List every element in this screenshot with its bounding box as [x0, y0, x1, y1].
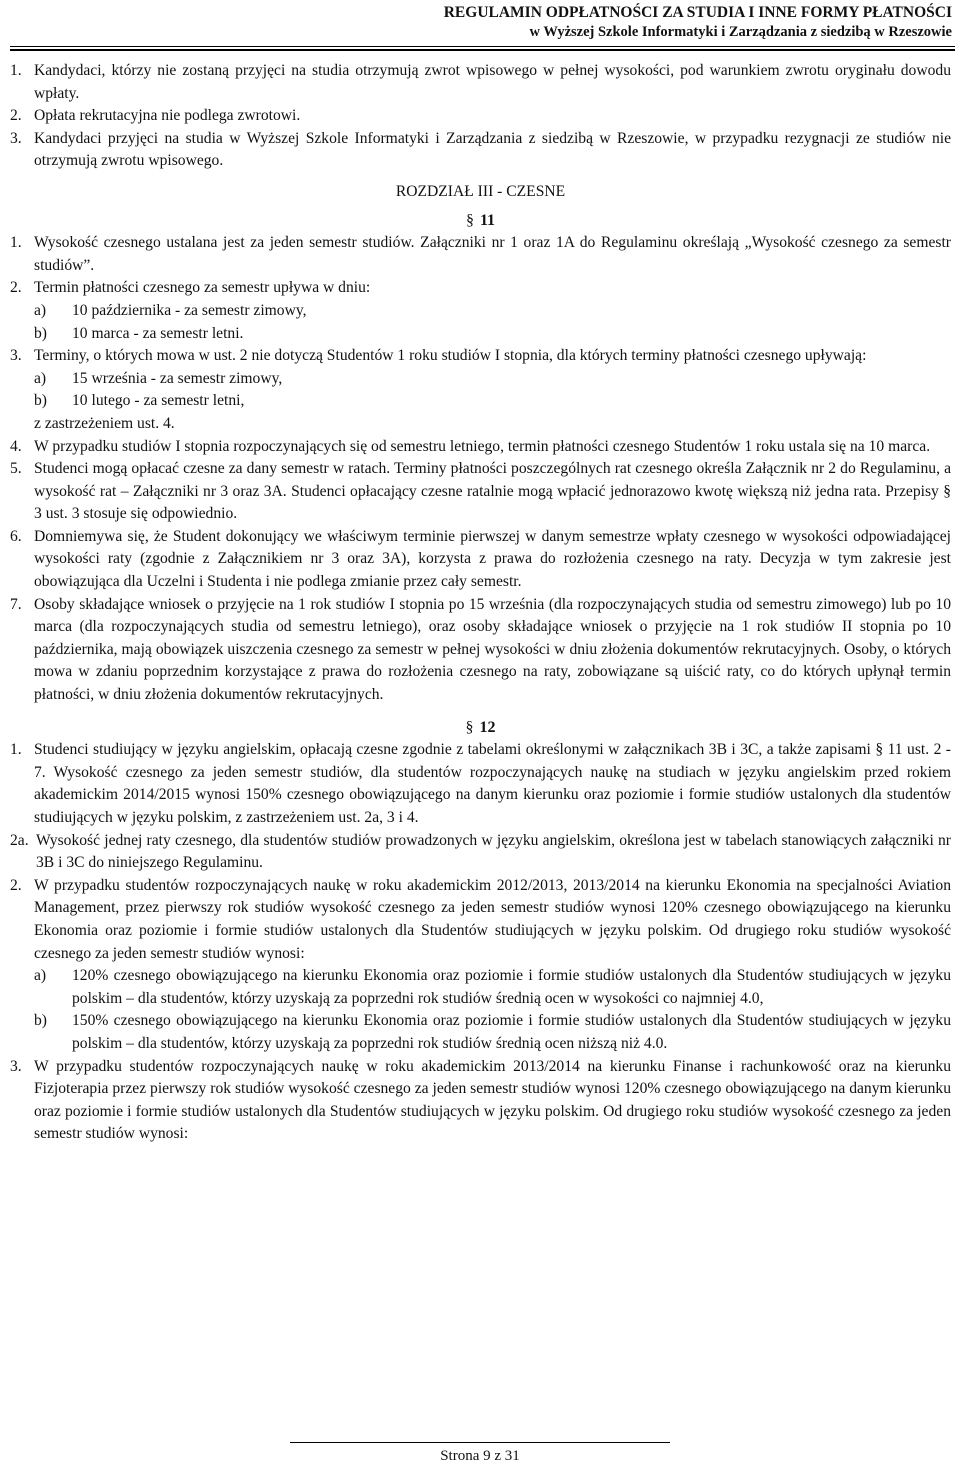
paragraph-number: 12	[479, 718, 496, 736]
item-note: z zastrzeżeniem ust. 4.	[34, 414, 175, 432]
item-text	[34, 60, 951, 105]
item-number: 2.	[10, 279, 22, 297]
list-item	[10, 1056, 951, 1146]
sub-item-text: 120% czesnego obowiązującego na kierunku Ekonomia oraz poziomie i formie studiów ustalonych dla Studentów studiujących w języku polskim – dla studentów, którzy uzyskają za poprzedni rok studiów średnią ocen w wysokości co najmniej 4.0,	[72, 967, 951, 1007]
sub-item-text: 15 września - za semestr zimowy,	[72, 369, 283, 387]
footer-rule	[290, 1442, 670, 1443]
list-item	[10, 458, 951, 526]
header-rule-thin	[10, 46, 955, 47]
chapter-title: ROZDZIAŁ III - CZESNE	[395, 182, 566, 200]
item-number: 1.	[10, 741, 22, 759]
item-text	[34, 1056, 951, 1146]
list-item	[10, 739, 951, 829]
sub-item	[34, 300, 951, 323]
list-item	[10, 277, 951, 345]
item-number: 3.	[10, 1057, 22, 1075]
paragraph-12-list	[10, 739, 951, 1146]
item-text	[34, 594, 951, 707]
item-paragraph: W przypadku studiów I stopnia rozpoczynających się od semestru letniego, termin płatności czesnego Studentów 1 roku ustala się na 10 marca.	[34, 437, 931, 455]
section-symbol: §	[465, 211, 474, 229]
paragraph-11-heading	[10, 210, 951, 233]
list-item	[10, 526, 951, 594]
list-item	[10, 345, 951, 435]
item-text	[34, 345, 951, 435]
sub-item-label: b)	[34, 1012, 47, 1030]
item-paragraph: W przypadku studentów rozpoczynających naukę w roku akademickim 2013/2014 na kierunku Finanse i rachunkowość oraz na kierunku Fizjoterapia przez pierwszy rok studiów wysokość czesnego za jeden semestr studiów wynosi 120% czesnego obowiązującego na danym kierunku oraz poziomie i formie studiów ustalonych dla Studentów studiujących w języku polskim. Od drugiego roku studiów wysokość czesnego za jeden semestr studiów wynosi:	[34, 1057, 951, 1143]
item-number: 4.	[10, 437, 22, 455]
item-paragraph: Studenci mogą opłacać czesne za dany semestr w ratach. Terminy płatności poszczególnych rat czesnego określa Załącznik nr 2 do Regulaminu, a wysokość rat – Załączniki nr 3 oraz 3A. Studenci opłacający czesne ratalnie mogą wpłacić jednorazowo kwotę większą niż jedna rata. Przepisy § 3 ust. 3 stosuje się odpowiednio.	[34, 460, 951, 523]
item-paragraph: Studenci studiujący w języku angielskim, opłacają czesne zgodnie z tabelami określonymi w załącznikach 3B i 3C, a także zapisami § 11 ust. 2 - 7. Wysokość czesnego za jeden semestr studiów, dla studentów rozpoczynających naukę na studiach w języku angielskim przed rokiem akademickim 2014/2015 wynosi 150% czesnego obowiązującego na danym kierunku oraz poziomie i formie studiów ustalonych dla studentów studiujących w języku polskim, z zastrzeżeniem ust. 2a, 3 i 4.	[34, 741, 951, 826]
document-body	[10, 60, 951, 1146]
sub-item-text: 10 października - za semestr zimowy,	[72, 301, 307, 319]
sub-item	[34, 323, 951, 346]
list-item	[10, 594, 951, 707]
item-paragraph: W przypadku studentów rozpoczynających naukę w roku akademickim 2012/2013, 2013/2014 na kierunku Ekonomia na specjalności Aviation Management, przez pierwszy rok studiów wysokość czesnego za jeden semestr studiów wynosi 120% czesnego obowiązującego na kierunku Ekonomia oraz poziomie i formie studiów ustalonych dla Studentów studiujących w języku polskim. Od drugiego roku studiów wysokość czesnego za jeden semestr studiów wynosi:	[34, 876, 951, 962]
header-title: REGULAMIN ODPŁATNOŚCI ZA STUDIA I INNE FORMY PŁATNOŚCI	[443, 4, 952, 21]
sub-item	[34, 965, 951, 1010]
item-text	[34, 128, 951, 173]
item-number: 3.	[10, 129, 22, 147]
item-number: 3.	[10, 347, 22, 365]
sub-item	[34, 1010, 951, 1055]
sub-item-text: 10 lutego - za semestr letni,	[72, 392, 245, 410]
sub-item	[34, 368, 951, 391]
item-paragraph: Termin płatności czesnego za semestr upływa w dniu:	[34, 279, 371, 297]
item-paragraph: Kandydaci, którzy nie zostaną przyjęci na studia otrzymują zwrot wpisowego w pełnej wysokości, pod warunkiem zwrotu oryginału dowodu wpłaty.	[34, 62, 951, 102]
page-number: Strona 9 z 31	[440, 1448, 520, 1464]
list-item	[10, 875, 951, 1056]
list-item	[10, 232, 951, 277]
list-item	[10, 436, 951, 459]
list-item	[10, 60, 951, 105]
section-symbol: §	[465, 718, 474, 736]
list-item	[10, 830, 951, 875]
item-paragraph: Domniemywa się, że Student dokonujący we właściwym terminie pierwszej w danym semestrze wpłaty czesnego w wysokości odpowiadającej wysokości raty (zgodnie z Załącznikiem nr 3 oraz 3A), korzysta z prawa do rozłożenia czesnego na raty. Decyzja w tym zakresie jest obowiązująca dla Uczelni i Studenta i nie podlega zmianie przez cały semestr.	[34, 527, 951, 591]
item-paragraph: Osoby składające wniosek o przyjęcie na 1 rok studiów I stopnia po 15 września (dla rozpoczynających studia od semestru zimowego) lub po 10 marca (dla rozpoczynających studia od semestru letniego), oraz osoby składające wniosek o przyjęcie na 1 rok studiów II stopnia po 10 października, mają obowiązek uiszczenia czesnego za semestr w pełnej wysokości w dniu złożenia dokumentów rekrutacyjnych. Osoby, o których mowa w zdaniu poprzednim korzystające z prawa do rozłożenia czesnego na raty, zobowiązane są uiścić raty, co do których upłynął termin płatności, w dniu złożenia dokumentów rekrutacyjnych.	[34, 595, 951, 704]
intro-list	[10, 60, 951, 173]
item-text	[34, 277, 951, 345]
item-number: 5.	[10, 460, 22, 478]
sub-item-text: 10 marca - za semestr letni.	[72, 324, 244, 342]
list-item	[10, 105, 951, 128]
item-number: 1.	[10, 234, 22, 252]
header-subtitle: w Wyższej Szkole Informatyki i Zarządzania z siedzibą w Rzeszowie	[529, 24, 952, 40]
item-number: 2.	[10, 107, 22, 125]
item-text	[34, 875, 951, 1056]
sub-item-label: a)	[34, 967, 47, 985]
paragraph-number: 11	[479, 211, 496, 229]
sub-item-label: b)	[34, 392, 47, 410]
header-rule-thick	[10, 49, 955, 51]
sub-item	[34, 390, 951, 413]
item-paragraph: Terminy, o których mowa w ust. 2 nie dotyczą Studentów 1 roku studiów I stopnia, dla których terminy płatności czesnego upływają:	[34, 347, 867, 365]
item-number: 6.	[10, 527, 22, 545]
item-text	[34, 458, 951, 526]
item-paragraph: Wysokość jednej raty czesnego, dla studentów studiów prowadzonych w języku angielskim, określona jest w tabelach stanowiących załączniki nr 3B i 3C do niniejszego Regulaminu.	[36, 831, 951, 872]
item-paragraph: Opłata rekrutacyjna nie podlega zwrotowi.	[34, 107, 301, 125]
item-text	[34, 105, 951, 128]
item-paragraph: Kandydaci przyjęci na studia w Wyższej Szkole Informatyki i Zarządzania z siedzibą w Rzeszowie, w przypadku rezygnacji ze studiów nie otrzymują zwrotu wpisowego.	[34, 129, 951, 170]
list-item	[10, 128, 951, 173]
sub-item-label: a)	[34, 369, 47, 387]
item-text	[34, 739, 951, 829]
item-number: 1.	[10, 62, 22, 79]
item-number: 7.	[10, 595, 22, 613]
item-text	[36, 830, 951, 875]
item-text	[34, 232, 951, 277]
item-text	[34, 436, 951, 459]
item-number: 2a.	[10, 831, 29, 849]
item-text	[34, 526, 951, 594]
sub-item-label: b)	[34, 324, 47, 342]
paragraph-11-list	[10, 232, 951, 706]
sub-item-text: 150% czesnego obowiązującego na kierunku Ekonomia oraz poziomie i formie studiów ustalonych dla Studentów studiujących w języku polskim – dla studentów, którzy uzyskają za poprzedni rok studiów średnią ocen niższą niż 4.0.	[72, 1012, 951, 1052]
sub-item-label: a)	[34, 301, 47, 319]
item-paragraph: Wysokość czesnego ustalana jest za jeden semestr studiów. Załączniki nr 1 oraz 1A do Regulaminu określają „Wysokość czesnego za semestr studiów”.	[34, 234, 951, 274]
item-number: 2.	[10, 876, 22, 894]
paragraph-12-heading	[10, 717, 951, 740]
